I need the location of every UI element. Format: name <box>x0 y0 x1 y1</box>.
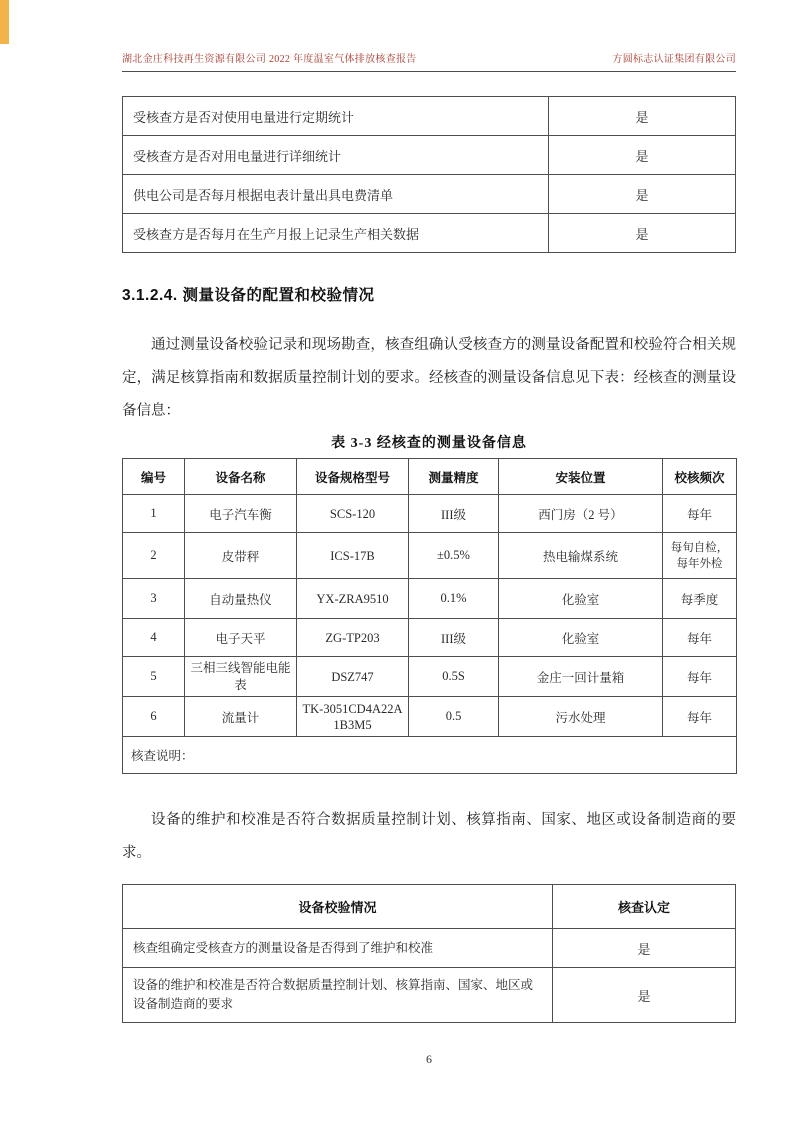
cell-no: 2 <box>123 533 185 579</box>
equipment-table <box>122 458 737 774</box>
paragraph-device-configuration: 通过测量设备校验记录和现场勘查，核查组确认受核查方的测量设备配置和校验符合相关规定，满足核算指南和数据质量控制计划的要求。经核查的测量设备信息见下表：经核查的测量设备信息： <box>122 337 736 419</box>
check-item-cell: 受核查方是否对用电量进行详细统计 <box>123 136 549 175</box>
cell-frequency: 每季度 <box>663 579 737 619</box>
check-item-cell: 核查组确定受核查方的测量设备是否得到了维护和校准 <box>123 929 553 968</box>
col-header-calibration-status: 设备校验情况 <box>123 885 553 929</box>
cell-location: 西门房（2 号） <box>499 495 663 533</box>
cell-no: 1 <box>123 495 185 533</box>
cell-frequency: 每年 <box>663 657 737 697</box>
cell-accuracy: ±0.5% <box>409 533 499 579</box>
electricity-statistics-table <box>122 96 736 253</box>
check-item-cell: 受核查方是否对使用电量进行定期统计 <box>123 97 549 136</box>
check-result-cell: 是 <box>549 97 736 136</box>
page-number: 6 <box>426 1052 432 1066</box>
cell-frequency: 每年 <box>663 619 737 657</box>
check-result-cell: 是 <box>553 929 736 968</box>
table-row <box>123 968 736 1023</box>
cell-device-name: 电子汽车衡 <box>185 495 297 533</box>
table-row <box>123 214 736 253</box>
calibration-verification-table <box>122 884 736 1023</box>
page-header <box>122 50 736 72</box>
check-result-cell: 是 <box>553 968 736 1023</box>
cell-location: 化验室 <box>499 579 663 619</box>
cell-device-name: 三相三线智能电能表 <box>185 657 297 697</box>
table-row <box>123 136 736 175</box>
table-caption: 表 3-3 经核查的测量设备信息 <box>331 436 527 451</box>
section-heading: 3.1.2.4. 测量设备的配置和校验情况 <box>122 287 375 304</box>
check-item-cell: 受核查方是否每月在生产月报上记录生产相关数据 <box>123 214 549 253</box>
cell-location: 污水处理 <box>499 697 663 737</box>
table-row <box>123 97 736 136</box>
table-row <box>123 495 737 533</box>
cell-model: ZG-TP203 <box>297 619 409 657</box>
cell-frequency: 每年 <box>663 495 737 533</box>
cell-model: YX-ZRA9510 <box>297 579 409 619</box>
col-header-accuracy: 测量精度 <box>409 459 499 495</box>
col-header-device-name: 设备名称 <box>185 459 297 495</box>
cell-device-name: 自动量热仪 <box>185 579 297 619</box>
page-content <box>122 96 736 1023</box>
cell-location: 化验室 <box>499 619 663 657</box>
col-header-location: 安装位置 <box>499 459 663 495</box>
cell-location: 金庄一回计量箱 <box>499 657 663 697</box>
cell-no: 5 <box>123 657 185 697</box>
scan-edge-artifact <box>0 0 9 44</box>
table-row <box>123 619 737 657</box>
table-header-row <box>123 459 737 495</box>
check-result-cell: 是 <box>549 175 736 214</box>
cell-location: 热电输煤系统 <box>499 533 663 579</box>
col-header-verification-conclusion: 核查认定 <box>553 885 736 929</box>
cell-accuracy: 0.5 <box>409 697 499 737</box>
cell-device-name: 皮带秤 <box>185 533 297 579</box>
col-header-frequency: 校核频次 <box>663 459 737 495</box>
cell-model: ICS-17B <box>297 533 409 579</box>
col-header-no: 编号 <box>123 459 185 495</box>
cell-accuracy: 0.1% <box>409 579 499 619</box>
cell-frequency: 每旬自检，每年外检 <box>663 533 737 579</box>
table-row <box>123 657 737 697</box>
table-row <box>123 579 737 619</box>
cell-device-name: 流量计 <box>185 697 297 737</box>
cell-no: 3 <box>123 579 185 619</box>
verification-note-cell: 核查说明： <box>123 737 737 774</box>
cell-model: TK-3051CD4A22A1B3M5 <box>297 697 409 737</box>
table-row <box>123 929 736 968</box>
table-row <box>123 697 737 737</box>
cell-model: DSZ747 <box>297 657 409 697</box>
cell-accuracy: III级 <box>409 619 499 657</box>
table-header-row <box>123 885 736 929</box>
cell-model: SCS-120 <box>297 495 409 533</box>
col-header-model: 设备规格型号 <box>297 459 409 495</box>
table-note-row <box>123 737 737 774</box>
check-result-cell: 是 <box>549 136 736 175</box>
check-item-cell: 供电公司是否每月根据电表计量出具电费清单 <box>123 175 549 214</box>
check-result-cell: 是 <box>549 214 736 253</box>
cell-device-name: 电子天平 <box>185 619 297 657</box>
cell-accuracy: 0.5S <box>409 657 499 697</box>
cell-frequency: 每年 <box>663 697 737 737</box>
check-item-cell: 设备的维护和校准是否符合数据质量控制计划、核算指南、国家、地区或设备制造商的要求 <box>123 968 553 1023</box>
cell-accuracy: III级 <box>409 495 499 533</box>
table-row <box>123 533 737 579</box>
header-certifier-name: 方圆标志认证集团有限公司 <box>612 54 736 65</box>
cell-no: 6 <box>123 697 185 737</box>
paragraph-maintenance-calibration: 设备的维护和校准是否符合数据质量控制计划、核算指南、国家、地区或设备制造商的要求。 <box>122 812 736 861</box>
table-row <box>123 175 736 214</box>
cell-no: 4 <box>123 619 185 657</box>
header-report-title: 湖北金庄科技再生资源有限公司 2022 年度温室气体排放核查报告 <box>122 54 417 65</box>
